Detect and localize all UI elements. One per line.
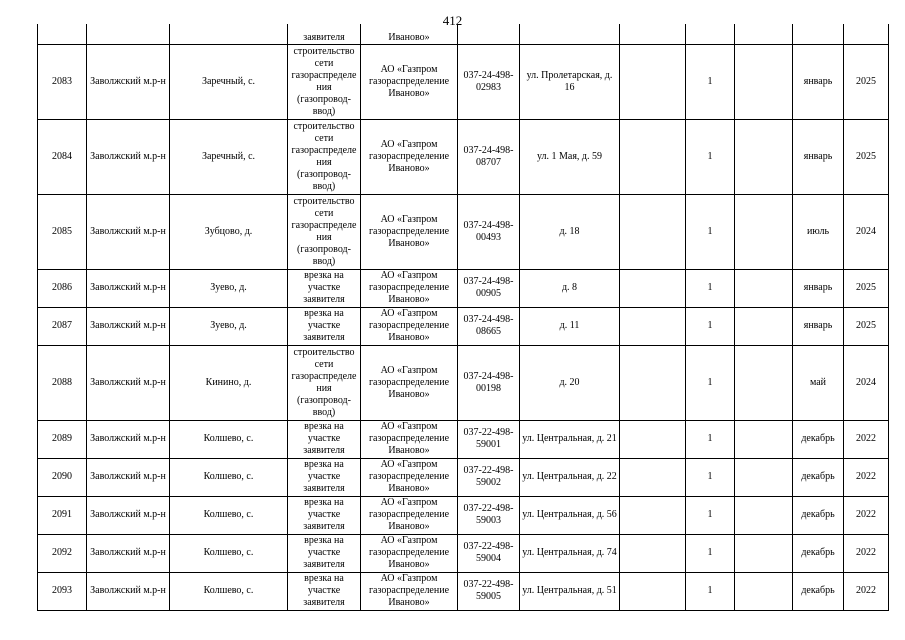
quantity-cell: 1	[686, 269, 735, 307]
quantity-cell: 1	[686, 572, 735, 610]
row-number-cell: 2093	[38, 572, 87, 610]
table-row	[38, 194, 889, 269]
district-cell: Заволжский м.р-н	[87, 420, 170, 458]
empty-cell	[735, 24, 793, 44]
table-row-continued	[38, 24, 889, 44]
quantity-cell	[686, 24, 735, 44]
locality-cell: Колшево, с.	[170, 534, 288, 572]
empty-cell	[735, 420, 793, 458]
year-cell: 2022	[844, 534, 889, 572]
empty-cell	[735, 458, 793, 496]
quantity-cell: 1	[686, 307, 735, 345]
address-cell: ул. Пролетарская, д. 16	[520, 44, 620, 119]
empty-cell	[620, 269, 686, 307]
cadastral-number-cell: 037-24-498-00198	[458, 345, 520, 420]
empty-cell	[620, 534, 686, 572]
address-cell: ул. 1 Мая, д. 59	[520, 119, 620, 194]
organization-cell: АО «Газпром газораспределение Иваново»	[361, 458, 458, 496]
quantity-cell: 1	[686, 345, 735, 420]
table-row	[38, 572, 889, 610]
quantity-cell: 1	[686, 194, 735, 269]
work-type-cell: врезка на участке заявителя	[288, 420, 361, 458]
month-cell: декабрь	[793, 420, 844, 458]
year-cell: 2024	[844, 194, 889, 269]
page-number: 412	[442, 13, 463, 28]
work-type-cell: строительство сети газораспределения (газопровод-ввод)	[288, 345, 361, 420]
empty-cell	[735, 496, 793, 534]
table-row	[38, 420, 889, 458]
locality-cell: Колшево, с.	[170, 420, 288, 458]
row-number-cell: 2085	[38, 194, 87, 269]
locality-cell: Зуево, д.	[170, 269, 288, 307]
organization-cell: АО «Газпром газораспределение Иваново»	[361, 534, 458, 572]
district-cell: Заволжский м.р-н	[87, 534, 170, 572]
locality-cell: Колшево, с.	[170, 496, 288, 534]
row-number-cell: 2092	[38, 534, 87, 572]
cadastral-number-cell	[458, 24, 520, 44]
locality-cell: Зубцово, д.	[170, 194, 288, 269]
row-number-cell: 2088	[38, 345, 87, 420]
gas-connection-table	[37, 24, 889, 611]
table-row	[38, 269, 889, 307]
empty-cell	[735, 307, 793, 345]
work-type-cell: врезка на участке заявителя	[288, 534, 361, 572]
empty-cell	[620, 44, 686, 119]
empty-cell	[735, 345, 793, 420]
empty-cell	[620, 458, 686, 496]
organization-cell: АО «Газпром газораспределение Иваново»	[361, 269, 458, 307]
table-row	[38, 345, 889, 420]
quantity-cell: 1	[686, 458, 735, 496]
district-cell: Заволжский м.р-н	[87, 458, 170, 496]
empty-cell	[735, 119, 793, 194]
cadastral-number-cell: 037-22-498-59002	[458, 458, 520, 496]
work-type-cell: врезка на участке заявителя	[288, 307, 361, 345]
year-cell: 2025	[844, 307, 889, 345]
cadastral-number-cell: 037-24-498-08665	[458, 307, 520, 345]
address-cell: д. 11	[520, 307, 620, 345]
district-cell: Заволжский м.р-н	[87, 496, 170, 534]
organization-cell: АО «Газпром газораспределение Иваново»	[361, 44, 458, 119]
quantity-cell: 1	[686, 119, 735, 194]
locality-cell: Кинино, д.	[170, 345, 288, 420]
cadastral-number-cell: 037-24-498-00493	[458, 194, 520, 269]
quantity-cell: 1	[686, 420, 735, 458]
year-cell: 2025	[844, 119, 889, 194]
empty-cell	[735, 269, 793, 307]
empty-cell	[620, 119, 686, 194]
row-number-cell: 2083	[38, 44, 87, 119]
locality-cell: Заречный, с.	[170, 119, 288, 194]
quantity-cell: 1	[686, 534, 735, 572]
year-cell: 2024	[844, 345, 889, 420]
month-cell: июль	[793, 194, 844, 269]
month-cell: декабрь	[793, 496, 844, 534]
empty-cell	[735, 194, 793, 269]
year-cell: 2022	[844, 420, 889, 458]
district-cell: Заволжский м.р-н	[87, 194, 170, 269]
district-cell: Заволжский м.р-н	[87, 572, 170, 610]
empty-cell	[620, 420, 686, 458]
row-number-cell: 2089	[38, 420, 87, 458]
locality-cell: Колшево, с.	[170, 458, 288, 496]
organization-cell: АО «Газпром газораспределение Иваново»	[361, 194, 458, 269]
cadastral-number-cell: 037-24-498-08707	[458, 119, 520, 194]
quantity-cell: 1	[686, 496, 735, 534]
address-cell: д. 8	[520, 269, 620, 307]
locality-cell: Заречный, с.	[170, 44, 288, 119]
table-row	[38, 496, 889, 534]
table-row	[38, 458, 889, 496]
district-cell	[87, 24, 170, 44]
empty-cell	[735, 44, 793, 119]
address-cell: ул. Центральная, д. 56	[520, 496, 620, 534]
month-cell: январь	[793, 269, 844, 307]
cadastral-number-cell: 037-22-498-59003	[458, 496, 520, 534]
work-type-cell: строительство сети газораспределения (газопровод-ввод)	[288, 44, 361, 119]
year-cell: 2025	[844, 44, 889, 119]
row-number-cell: 2091	[38, 496, 87, 534]
address-cell: ул. Центральная, д. 74	[520, 534, 620, 572]
empty-cell	[620, 307, 686, 345]
table-row	[38, 44, 889, 119]
locality-cell	[170, 24, 288, 44]
address-cell: ул. Центральная, д. 22	[520, 458, 620, 496]
month-cell: декабрь	[793, 534, 844, 572]
cadastral-number-cell: 037-24-498-02983	[458, 44, 520, 119]
work-type-cell: строительство сети газораспределения (газопровод-ввод)	[288, 119, 361, 194]
district-cell: Заволжский м.р-н	[87, 345, 170, 420]
empty-cell	[735, 572, 793, 610]
month-cell: январь	[793, 119, 844, 194]
organization-cell: АО «Газпром газораспределение Иваново»	[361, 420, 458, 458]
row-number-cell: 2084	[38, 119, 87, 194]
work-type-cell: врезка на участке заявителя	[288, 269, 361, 307]
table-row	[38, 307, 889, 345]
quantity-cell: 1	[686, 44, 735, 119]
district-cell: Заволжский м.р-н	[87, 119, 170, 194]
row-number-cell: 2086	[38, 269, 87, 307]
year-cell: 2025	[844, 269, 889, 307]
empty-cell	[735, 534, 793, 572]
table-row	[38, 534, 889, 572]
organization-cell: Иваново»	[361, 24, 458, 44]
district-cell: Заволжский м.р-н	[87, 44, 170, 119]
month-cell: январь	[793, 44, 844, 119]
address-cell: ул. Центральная, д. 21	[520, 420, 620, 458]
table-row	[38, 119, 889, 194]
address-cell: д. 20	[520, 345, 620, 420]
empty-cell	[620, 194, 686, 269]
address-cell: ул. Центральная, д. 51	[520, 572, 620, 610]
work-type-cell: строительство сети газораспределения (газопровод-ввод)	[288, 194, 361, 269]
address-cell	[520, 24, 620, 44]
organization-cell: АО «Газпром газораспределение Иваново»	[361, 345, 458, 420]
organization-cell: АО «Газпром газораспределение Иваново»	[361, 572, 458, 610]
district-cell: Заволжский м.р-н	[87, 269, 170, 307]
row-number-cell: 2087	[38, 307, 87, 345]
row-number-cell: 2090	[38, 458, 87, 496]
row-number-cell	[38, 24, 87, 44]
work-type-cell: врезка на участке заявителя	[288, 572, 361, 610]
work-type-cell: врезка на участке заявителя	[288, 496, 361, 534]
month-cell: май	[793, 345, 844, 420]
organization-cell: АО «Газпром газораспределение Иваново»	[361, 496, 458, 534]
cadastral-number-cell: 037-22-498-59005	[458, 572, 520, 610]
district-cell: Заволжский м.р-н	[87, 307, 170, 345]
work-type-cell: врезка на участке заявителя	[288, 458, 361, 496]
locality-cell: Зуево, д.	[170, 307, 288, 345]
year-cell	[844, 24, 889, 44]
year-cell: 2022	[844, 496, 889, 534]
month-cell	[793, 24, 844, 44]
organization-cell: АО «Газпром газораспределение Иваново»	[361, 119, 458, 194]
month-cell: декабрь	[793, 572, 844, 610]
year-cell: 2022	[844, 458, 889, 496]
year-cell: 2022	[844, 572, 889, 610]
cadastral-number-cell: 037-22-498-59004	[458, 534, 520, 572]
locality-cell: Колшево, с.	[170, 572, 288, 610]
month-cell: декабрь	[793, 458, 844, 496]
empty-cell	[620, 345, 686, 420]
empty-cell	[620, 24, 686, 44]
organization-cell: АО «Газпром газораспределение Иваново»	[361, 307, 458, 345]
address-cell: д. 18	[520, 194, 620, 269]
cadastral-number-cell: 037-24-498-00905	[458, 269, 520, 307]
empty-cell	[620, 572, 686, 610]
work-type-cell: заявителя	[288, 24, 361, 44]
month-cell: январь	[793, 307, 844, 345]
empty-cell	[620, 496, 686, 534]
cadastral-number-cell: 037-22-498-59001	[458, 420, 520, 458]
